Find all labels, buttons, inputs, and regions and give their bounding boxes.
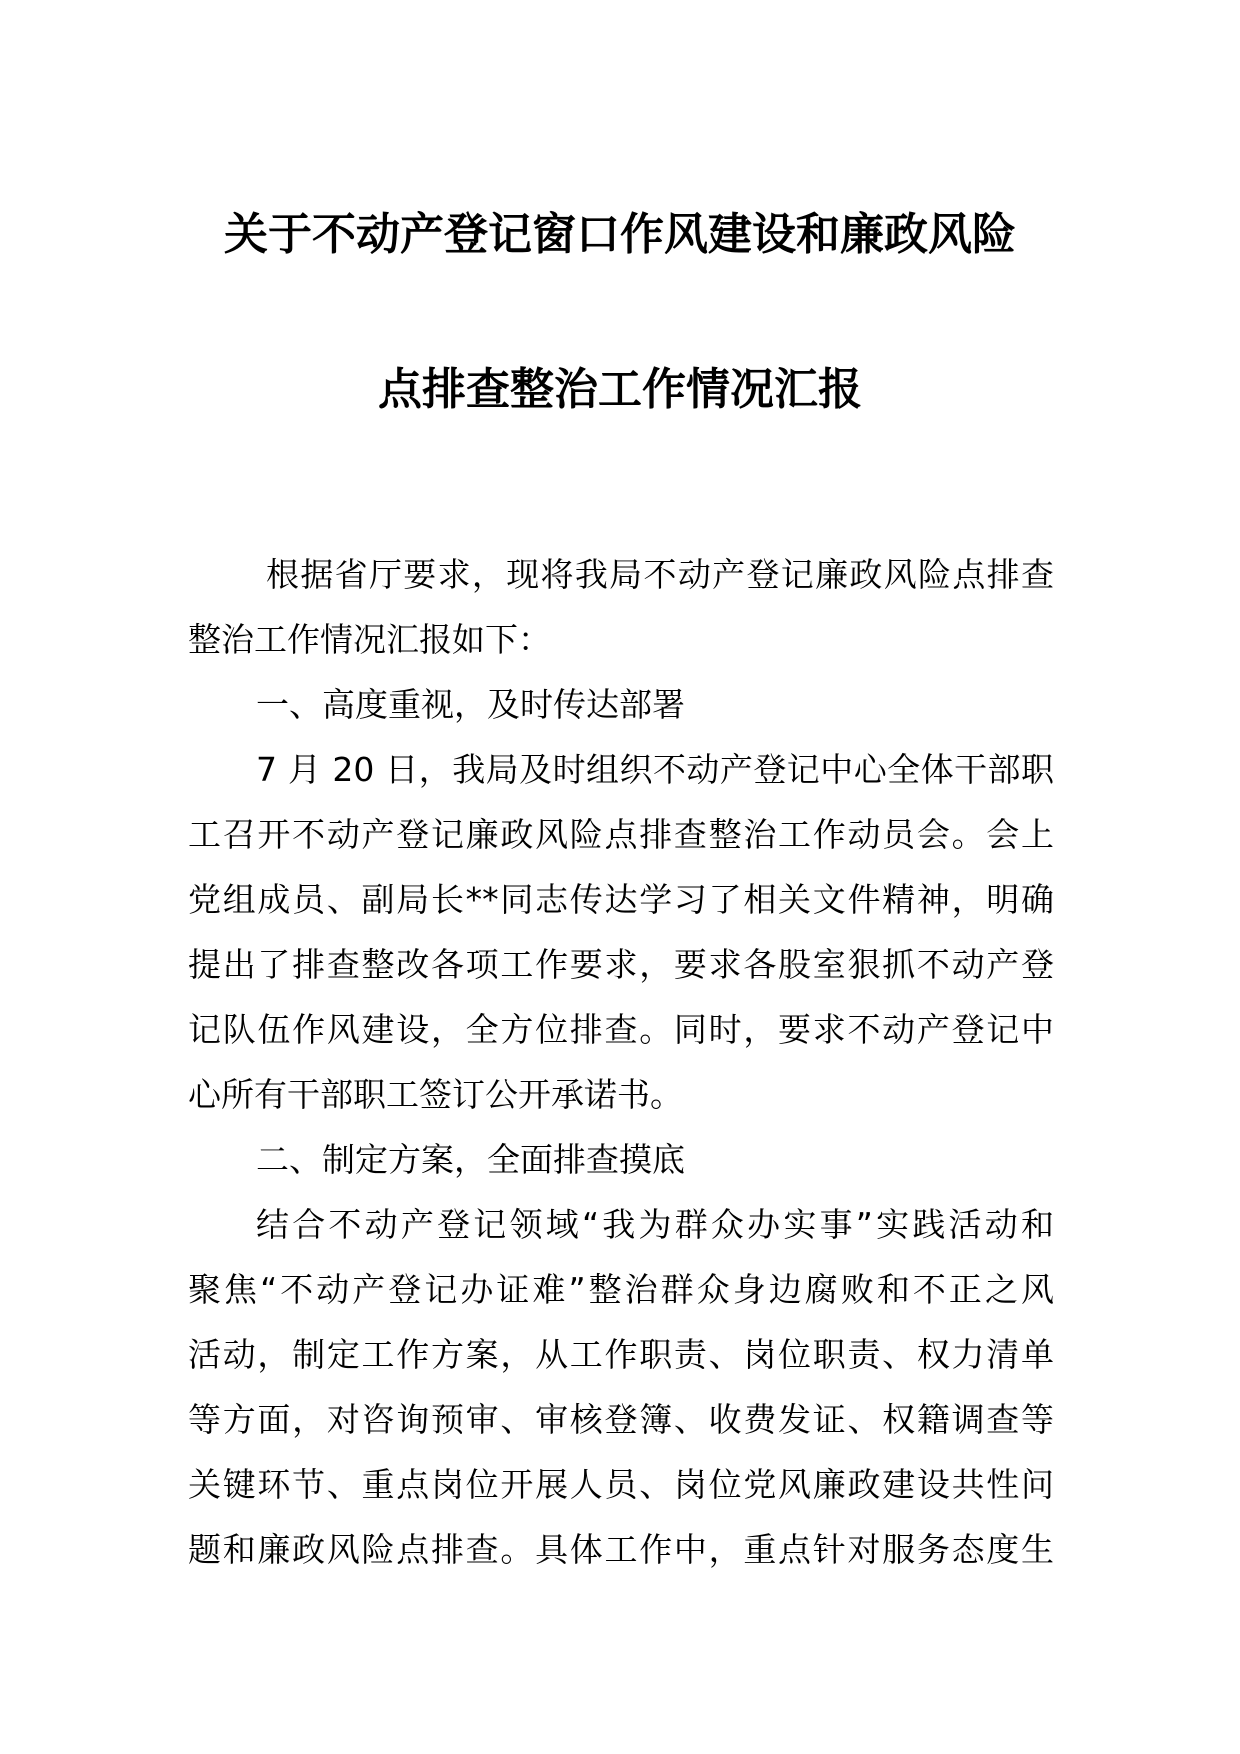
body-line: 提出了排查整改各项工作要求，要求各股室狠抓不动产登 xyxy=(188,945,1054,984)
document-title-line-1: 关于不动产登记窗口作风建设和廉政风险 xyxy=(224,209,1016,260)
body-line: 根据省厅要求，现将我局不动产登记廉政风险点排查 xyxy=(266,555,1054,594)
body-line: 工召开不动产登记廉政风险点排查整治工作动员会。会上 xyxy=(188,815,1054,854)
body-line: 整治工作情况汇报如下： xyxy=(188,620,551,659)
section-heading-1: 一、高度重视，及时传达部署 xyxy=(256,685,685,724)
document-body xyxy=(188,542,1054,1582)
body-line: 结合不动产登记领域“我为群众办实事”实践活动和 xyxy=(256,1205,1054,1244)
body-line: 等方面，对咨询预审、审核登簿、收费发证、权籍调查等 xyxy=(188,1400,1054,1439)
section-heading-2: 二、制定方案，全面排查摸底 xyxy=(256,1140,685,1179)
body-line: 党组成员、副局长**同志传达学习了相关文件精神，明确 xyxy=(188,880,1054,919)
body-line: 活动，制定工作方案，从工作职责、岗位职责、权力清单 xyxy=(188,1335,1054,1374)
body-line: 心所有干部职工签订公开承诺书。 xyxy=(188,1075,683,1114)
document-title-line-2: 点排查整治工作情况汇报 xyxy=(378,364,862,415)
body-line: 关键环节、重点岗位开展人员、岗位党风廉政建设共性问 xyxy=(188,1465,1054,1504)
body-line: 7 月 20 日，我局及时组织不动产登记中心全体干部职 xyxy=(256,750,1054,789)
body-line: 记队伍作风建设，全方位排查。同时，要求不动产登记中 xyxy=(188,1010,1054,1049)
body-line: 题和廉政风险点排查。具体工作中，重点针对服务态度生 xyxy=(188,1530,1054,1569)
body-line: 聚焦“不动产登记办证难”整治群众身边腐败和不正之风 xyxy=(188,1270,1054,1309)
